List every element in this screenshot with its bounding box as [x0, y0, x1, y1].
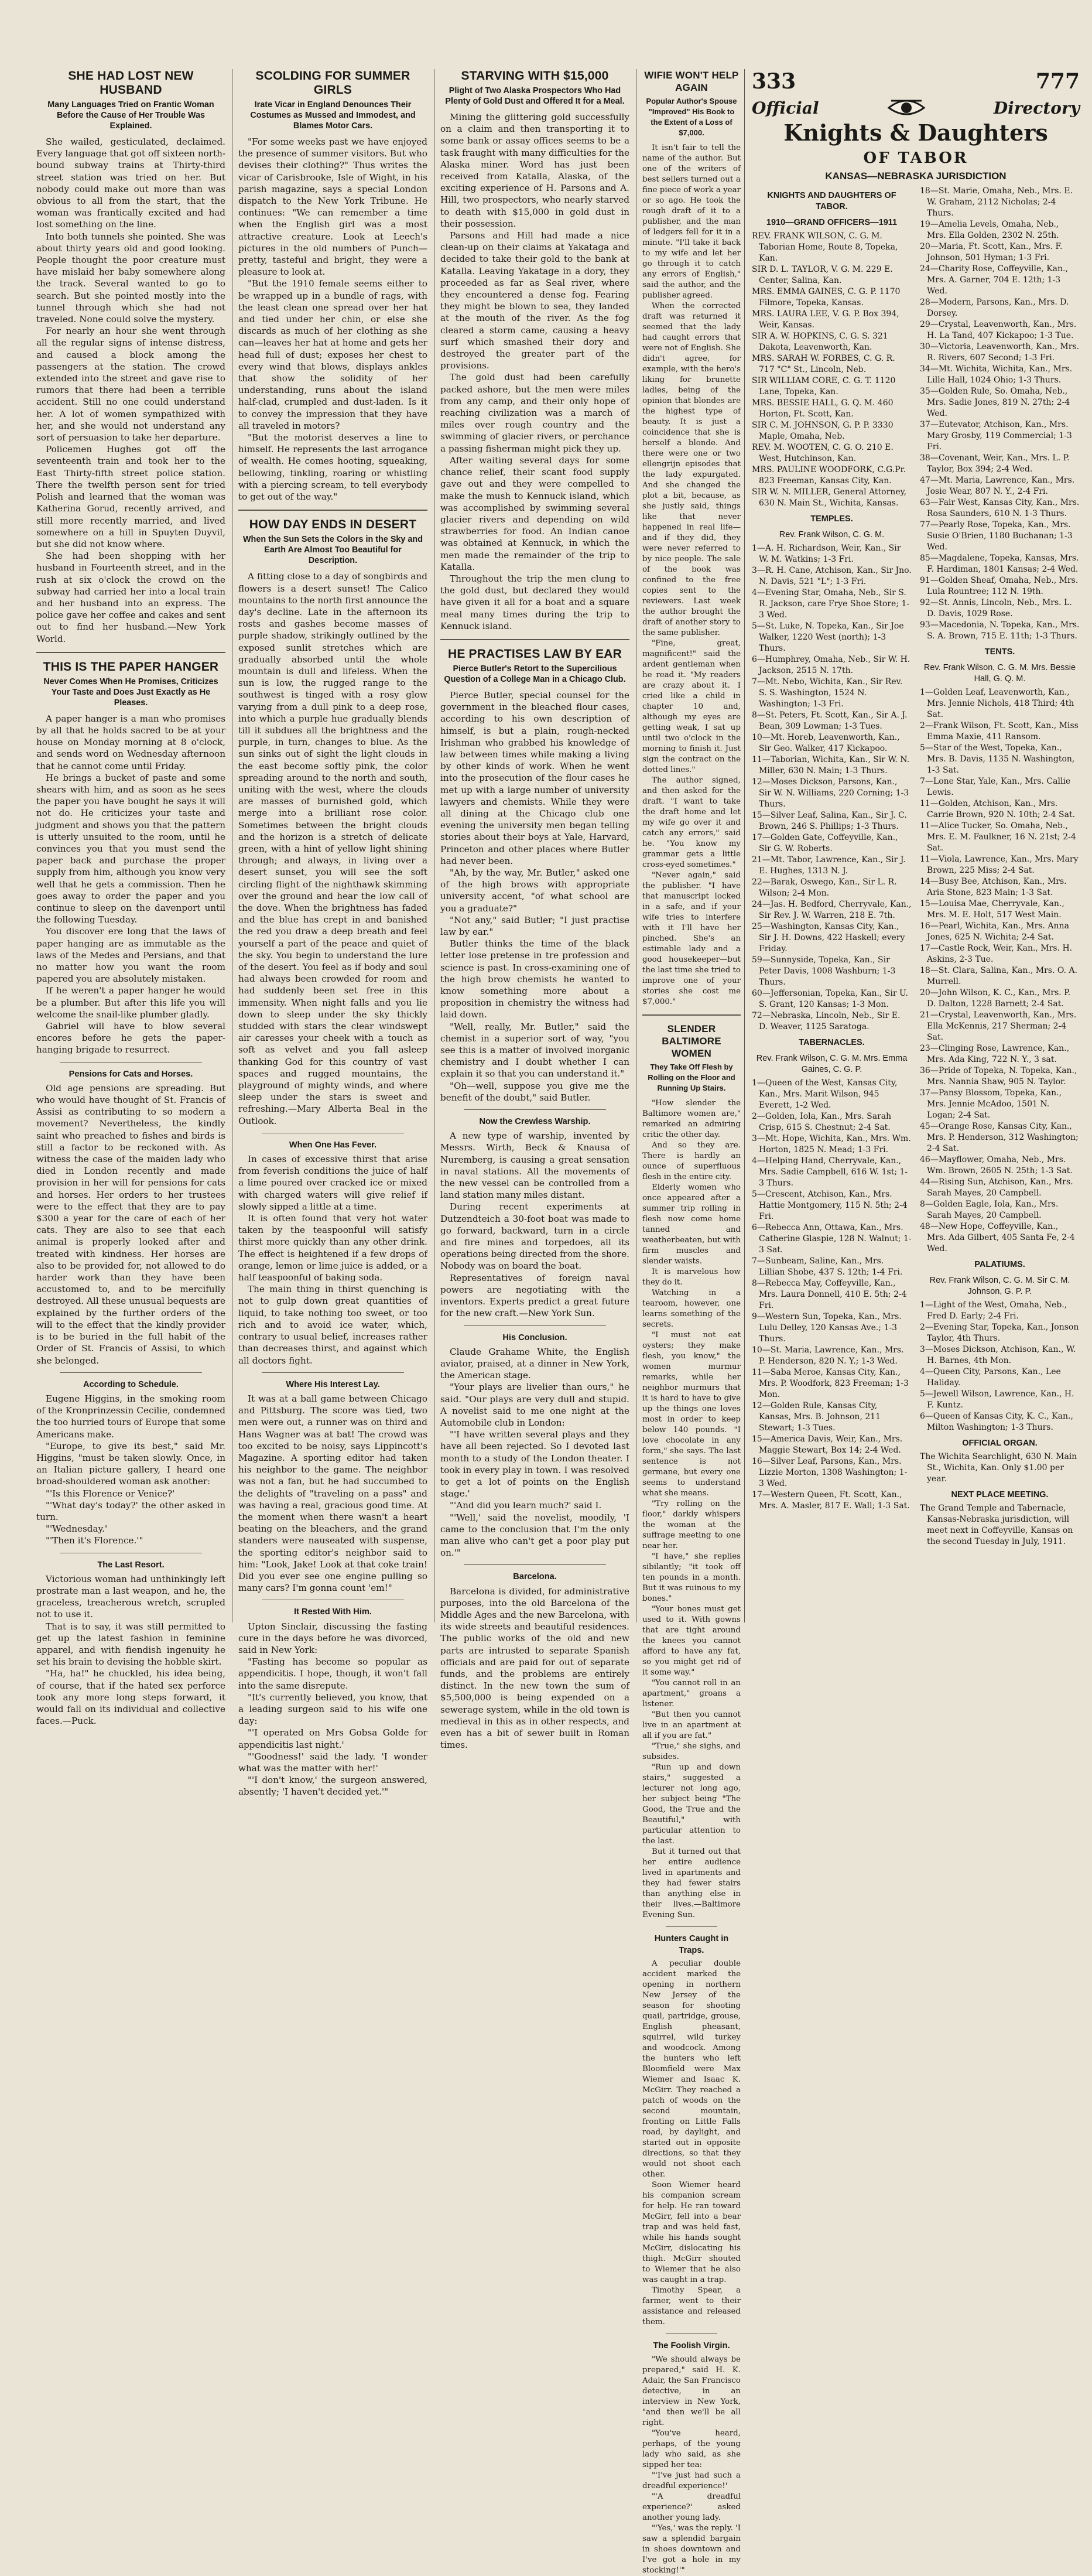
- paragraph: During recent experiments at Dutzendteich a 30-foot boat was made to go forward, backward, turn in a circle and fire mines and torpedoes, all its operations being directed from the shore. Nobody was on board the boat.: [440, 1201, 629, 1272]
- headline: HOW DAY ENDS IN DESERT: [249, 518, 417, 532]
- paragraph: "But the 1910 female seems either to be wrapped up in a bundle of rags, with the least clean one spread over her hat and tied under her chin, or else she discards as much of her clothing as she can—leaves her hat at home and gets her head full of dust; exposes her chest to every wind that blows, displays ankles that show the solidity of her understanding, runs about the island half-clad, crumpled and dust-laden. Is it to convey the impression that they have all traveled in motors?: [238, 278, 427, 431]
- paragraph: It is marvelous how they do it.: [642, 1267, 741, 1287]
- subheading: It Rested With Him.: [294, 1607, 372, 1617]
- paragraph: Claude Grahame White, the English aviator, praised, at a dinner in New York, the American stage.: [440, 1346, 629, 1381]
- directory-entry: 8—Rebecca May, Coffeyville, Kan., Mrs. Laura Donnell, 410 E. 5th; 2-4 Fri.: [752, 1279, 907, 1310]
- headline: HE PRACTISES LAW BY EAR: [447, 647, 622, 661]
- directory-entry: 36—Pride of Topeka, N. Topeka, Kan., Mrs. Nannia Shaw, 905 N. Taylor.: [920, 1066, 1077, 1087]
- paragraph: "You cannot roll in an apartment," groans a listener.: [642, 1679, 741, 1709]
- directory-right-column: [920, 186, 1080, 1547]
- directory-entry: 22—Barak, Oswego, Kan., Sir L. R. Wilson; 2-4 Mon.: [752, 877, 897, 898]
- paragraph: "How slender the Baltimore women are," remarked an admiring critic the other day.: [642, 1099, 741, 1139]
- directory-entry: 16—Silver Leaf, Parsons, Kan., Mrs. Lizzie Morton, 1308 Washington; 1-3 Wed.: [752, 1457, 908, 1488]
- paragraph: A fitting close to a day of songbirds and flowers is a desert sunset! The Calico mountains to the north first announce the day's decline. Late in the afternoon its rosts and gashes become masses of purple shadow, strikingly outlined by the exposed sunlit stretches which are gradually absorbed until the whole mountain is dull and lifeless. When the sun is low, the rugged range to the southwest is tinged with a rosy glow varying from a dull pink to a deep rose, into which a purple hue gradually blends till it subdues all the brightness and the purple, in turn, changes to blue. As the sun sinks out of sight the light clouds in the east become softly pink, the color spreading around to the north and south, uniting with the west, where the clouds are masses of burnished gold, which merge into a brilliant rose color. Sometimes between the bright clouds and the horizon is a stretch of delicate green, with a hint of yellow light shining through; and always, in living over a desert sunset, you will see the soft circling flight of the nighthawk skimming over the ground and hear the low call of the dove. When the brightness has faded and the blue has crept in and banished the red you draw a deep breath and feel yourself a part of the peace and quiet of the sky. You begin to understand the lure of the desert. You feel as if body and soul had always been crowded for room and had suddenly been set free in this immensity. When night falls and you lie down to sleep under the sky thickly studded with stars the clear windswept air caresses your cheek with a touch as soft as velvet and you fall asleep thanking God for this country of vast spaces and rugged mountains, the playground of mighty winds, and where sleep under the stars is sweet and refreshing.—Mary Alberta Beal in the Outlook.: [238, 571, 427, 1126]
- directory-entry: 5—St. Luke, N. Topeka, Kan., Sir Joe Walker, 1220 West (north); 1-3 Thurs.: [752, 621, 904, 653]
- directory-entry: SIR A. W. HOPKINS, C. G. S. 321 Dakota, Leavenworth, Kan.: [752, 332, 888, 352]
- directory-entry: 24—Charity Rose, Coffeyville, Kan., Mrs. A. Garner, 704 E. 12th; 1-3 Wed.: [920, 264, 1068, 296]
- directory-entry: 29—Crystal, Leavenworth, Kan., Mrs. H. La Tand, 407 Kickapoo; 1-3 Tue.: [920, 320, 1077, 340]
- paragraph: Upton Sinclair, discussing the fasting cure in the days before he was divorced, said in New York:: [238, 1621, 427, 1655]
- paragraph: "'I have written several plays and they have all been rejected. So I devoted last month to a study of the London theater. I took in every play in town. I was resolved to get a lot of points on the English stage.': [440, 1429, 629, 1499]
- section-head: TEMPLES.: [810, 514, 853, 524]
- directory-entry: 15—Silver Leaf, Salina, Kan., Sir J. C. Brown, 246 S. Phillips; 1-3 Thurs.: [752, 811, 907, 831]
- organ-text: The Wichita Searchlight, 630 N. Main St., Wichita, Kan. Only $1.00 per year.: [920, 1452, 1077, 1484]
- subheading: According to Schedule.: [83, 1379, 179, 1389]
- paragraph: Soon Wiemer heard his companion scream for help. He ran toward McGirr, fell into a bear trap and was held fast, while his hands sought McGirr, dislocating his thigh. McGirr shouted to Wiemer that he also was caught in a trap.: [642, 2181, 741, 2285]
- deck: Many Languages Tried on Frantic Woman Before the Cause of Her Trouble Was Explained.: [47, 100, 214, 131]
- deck: When the Sun Sets the Colors in the Sky and Earth Are Almost Too Beautiful for Description.: [242, 535, 423, 566]
- directory-entry: 34—Mt. Wichita, Wichita, Kan., Mrs. Lille Hall, 1024 Ohio; 1-3 Thurs.: [920, 364, 1073, 385]
- directory-entry: 4—Evening Star, Omaha, Neb., Sir S. R. Jackson, care Frye Shoe Store; 1-3 Wed.: [752, 588, 910, 620]
- subheading: Pensions for Cats and Horses.: [69, 1069, 193, 1079]
- article-body: [440, 111, 629, 632]
- directory-entry: 11—Viola, Lawrence, Kan., Mrs. Mary Brown, 225 Miss; 2-4 Sat.: [920, 855, 1079, 875]
- paragraph: She had been shopping with her husband in Fourteenth street, and in the rush at six o'clock the crowd on the subway had carried her into a local train and her husband into an express. The police gave her coffee and cakes and sent out to find her husband.—New York World.: [36, 551, 225, 644]
- directory-entry: 44—Rising Sun, Atchison, Kan., Mrs. Sarah Mayes, 20 Campbell.: [920, 1177, 1073, 1198]
- directory-entry: 24—Jas. H. Bedford, Cherryvale, Kan., Sir Rev. J. W. Warren, 218 E. 7th.: [752, 900, 912, 920]
- official-directory: [752, 69, 1080, 1622]
- divider: [464, 1564, 606, 1565]
- directory-entry: 19—Amelia Levels, Omaha, Neb., Mrs. Ella Golden, 2302 N. 25th.: [920, 220, 1059, 240]
- section-head: 1910—GRAND OFFICERS—1911: [766, 218, 898, 227]
- article-body: [440, 1346, 629, 1559]
- article-divider: [642, 1014, 741, 1016]
- article-body: [238, 1153, 427, 1366]
- paragraph: Eugene Higgins, in the smoking room of the Kronprinzessin Cecilie, condemned the too hurried tours of Europe that some Americans make.: [36, 1393, 225, 1440]
- palatiums-list: [920, 1300, 1080, 1433]
- directory-entry: 14—Busy Bee, Atchison, Kan., Mrs. Aria Stone, 823 Main; 1-3 Sat.: [920, 877, 1067, 897]
- directory-entry: 7—Lone Star, Yale, Kan., Mrs. Callie Lewis.: [920, 777, 1071, 797]
- directory-entry: 20—John Wilson, K. C., Kan., Mrs. P. D. Dalton, 1228 Barnett; 2-4 Sat.: [920, 988, 1071, 1009]
- paragraph: "Try rolling on the floor," darkly whispers the woman at the suffrage meeting to one near her.: [642, 1499, 741, 1550]
- directory-entry: 77—Pearly Rose, Topeka, Kan., Mrs. Susie O'Brien, 1180 Buchanan; 1-3 Wed.: [920, 520, 1073, 552]
- headline: THIS IS THE PAPER HANGER: [43, 660, 219, 674]
- directory-subtitle: OF TABOR: [863, 149, 968, 167]
- directory-entry: 7—Sunbeam, Saline, Kan., Mrs. Lillian Shobe, 437 S. 12th; 1-4 Fri.: [752, 1256, 903, 1277]
- directory-entry: 10—Mt. Horeb, Leavenworth, Kan., Sir Geo. Walker, 417 Kickapoo.: [752, 733, 900, 753]
- paragraph: Into both tunnels she pointed. She was about thirty years old and good looking. People thought the poor creature must have mislaid her baby somewhere along the track. Several wanted to go to search. But she pointed mostly into the tunnel through which she had not traveled. None could solve the mystery.: [36, 231, 225, 325]
- directory-entry: 59—Sunnyside, Topeka, Kan., Sir Peter Davis, 1008 Washburn; 1-3 Thurs.: [752, 955, 896, 987]
- column-2: [238, 69, 427, 1798]
- paragraph: Representatives of foreign naval powers are negotiating with the inventors. Experts predict a great future for the new craft.—New York Sun.: [440, 1272, 629, 1319]
- paragraph: A peculiar double accident marked the opening in northern New Jersey of the season for shooting quail, partridge, grouse, English pheasant, squirrel, wild turkey and woodcock. Among the hunters who left Bloomfield were Max Wiemer and Isaac K. McGirr. They reached a patch of woods on the second mountain, fronting on Little Falls road, by daylight, and started out in opposite directions, so that they would not shoot each other.: [642, 1959, 741, 2179]
- article-body: [440, 1586, 629, 1751]
- article-divider: [440, 639, 629, 640]
- paragraph: Pierce Butler, special counsel for the government in the bleached flour cases, according to his own description of himself, is but a plain, rough-necked Irishman who grabbed his knowledge of law between times while making a living by other kinds of work. When he went into the prosecution of the flour cases he met up with a large number of university lawyers and chemists. While they were all dining at the Chicago club one evening the university men began telling stories about their boys at Yale, Harvard, Princeton and other places where Butler had never been.: [440, 689, 629, 866]
- paragraph: "It's currently believed, you know, that a leading surgeon said to his wife one day:: [238, 1692, 427, 1727]
- paragraph: "Europe, to give its best," said Mr. Higgins, "must be taken slowly. Once, in an Italian picture gallery, I heard one broad-shouldered woman ask another:: [36, 1440, 225, 1487]
- deck: They Take Off Flesh by Rolling on the Floor and Running Up Stairs.: [648, 1062, 735, 1092]
- directory-entry: 8—Golden Eagle, Iola, Kan., Mrs. Sarah Mayes, 20 Campbell.: [920, 1200, 1059, 1220]
- directory-entry: MRS. PAULINE WOODFORK, C.G.Pr. 823 Freeman, Kansas City, Kan.: [752, 465, 906, 486]
- directory-entry: 2—Golden, Iola, Kan., Mrs. Sarah Crisp, 615 S. Chestnut; 2-4 Sat.: [752, 1112, 892, 1132]
- paragraph: "Fine, great, magnificent!" said the ardent gentleman when he read it. "My readers are crazy about it. I cried like a child in chapter 10 and, although my eyes are getting weak, I sat up until two o'clock in the morning to finish it. Just sign the contract on the dotted lines.": [642, 639, 741, 774]
- directory-title: Knights & Daughters: [783, 119, 1048, 146]
- paragraph: A paper hanger is a man who promises by all that he holds sacred to be at your house on Monday morning at 8 o'clock, and sends word on Wednesday afternoon that he cannot come until Friday.: [36, 713, 225, 771]
- paragraph: That is to say, it was still permitted to get up the latest fashion in feminine apparel, and with fiendish ingenuity he set his brain to devising the hobble skirt.: [36, 1621, 225, 1668]
- paragraph: "We should always be prepared," said H. K. Adair, the San Francisco detective, in an interview in New York, "and then we'll be all right.: [642, 2355, 741, 2427]
- paragraph: "But then you cannot live in an apartment at all if you are fat.": [642, 1710, 741, 1740]
- paragraph: When the corrected draft was returned it seemed that the lady had caught errors that were not of English. She didn't agree, for example, with the hero's liking for brunette ladies, being of the opinion that blondes are the highest type of beauty. It is just a coincidence that she is herself a blonde. And there were one or two ellengrijn episodes that the lady expurgated. And she changed the plot a bit, because, as she justly said, things like that never happened in real life—and if they did, they were never referred to by nice people. The sale of the book was confined to the free copies sent to the reviewers. Last week the author brought the draft of another story to the same publisher.: [642, 302, 741, 637]
- section-head: OFFICIAL ORGAN.: [962, 1439, 1038, 1448]
- paragraph: "True," she sighs, and subsides.: [642, 1742, 741, 1761]
- section-subhead: Rev. Frank Wilson, C. G. M.: [779, 530, 885, 539]
- subheading: Where His Interest Lay.: [286, 1379, 380, 1389]
- headline: SHE HAD LOST NEW HUSBAND: [68, 69, 194, 97]
- paragraph: In cases of excessive thirst that arise from feverish conditions the juice of half a lime poured over cracked ice or mixed with charged waters will give relief if slowly sipped a little at a time.: [238, 1154, 427, 1212]
- paragraph: "Your plays are livelier than ours," he said. "Our plays are very dull and stupid. A novelist said to me one night at the Automobile club in London:: [440, 1382, 629, 1428]
- divider: [464, 1325, 606, 1326]
- paragraph: Gabriel will have to blow several encores before he gets the paper-hanging brigade to resurrect.: [36, 1021, 225, 1055]
- directory-entry: 46—Mayflower, Omaha, Neb., Mrs. Wm. Brown, 2605 N. 25th; 1-3 Sat.: [920, 1155, 1073, 1176]
- directory-entry: 37—Eutevator, Atchison, Kan., Mrs. Mary Grosby, 119 Commercial; 1-3 Fri.: [920, 420, 1072, 452]
- article-body: [36, 1573, 225, 1727]
- subheading: When One Has Fever.: [289, 1140, 377, 1150]
- directory-entry: 7—Mt. Nebo, Wichita, Kan., Sir Rev. S. S. Washington, 1524 N. Washington; 1-3 Fri.: [752, 677, 903, 709]
- paragraph: "'Well,' said the novelist, moodily, 'I came to the conclusion that I'm the only man alive who can't get a poor play put on.'": [440, 1512, 629, 1559]
- directory-entry: 20—Maria, Ft. Scott, Kan., Mrs. F. Johnson, 501 Hyman; 1-3 Fri.: [920, 242, 1063, 262]
- paragraph: "But the motorist deserves a line to himself. He represents the last arrogance of wealth. He comes hooting, squeaking, bellowing, tinkling, roaring or whistling with a piercing scream, to tell everybody to get out of the way.": [238, 432, 427, 503]
- paragraph: "'Goodness!' said the lady. 'I wonder what was the matter with her!': [238, 1751, 427, 1774]
- paragraph: "I must not eat oysters; they make flesh, you know," the women murmur remarks, while her neighbor murmurs that it is hard to have to give up the things one loves most in order to keep below 140 pounds. "I love chocolate in any form," she says. The last sentence is not germane, but every one seems to understand what she means.: [642, 1331, 741, 1498]
- subheading: Now the Crewless Warship.: [479, 1117, 591, 1127]
- tents-list: [920, 687, 1080, 1255]
- directory-entry: MRS. LAURA LEE, V. G. P. Box 394, Weir, Kansas.: [752, 309, 899, 330]
- paragraph: "'A dreadful experience?' asked another young lady.: [642, 2492, 741, 2522]
- directory-entry: 25—Washington, Kansas City, Kan., Sir J. H. Downs, 422 Haskell; every Friday.: [752, 922, 905, 954]
- paragraph: "Oh—well, suppose you give me the benefit of the doubt," said Butler.: [440, 1080, 629, 1103]
- directory-entry: MRS. EMMA GAINES, C. G. P. 1170 Filmore, Topeka, Kansas.: [752, 287, 901, 308]
- article-body: [642, 1098, 741, 1921]
- directory-entry: 3—Moses Dickson, Atchison, Kan., W. H. Barnes, 4th Mon.: [920, 1345, 1076, 1365]
- masthead-numbers: [752, 69, 1080, 94]
- eye-emblem-icon: [888, 97, 925, 118]
- directory-entry: 6—Queen of Kansas City, K. C., Kan., Milton Washington; 1-3 Thurs.: [920, 1412, 1073, 1432]
- directory-entry: 60—Jeffersonian, Topeka, Kan., Sir U. S. Grant, 120 Kansas; 1-3 Mon.: [752, 989, 909, 1009]
- paragraph: "'I operated on Mrs Gobsa Golde for appendicitis last night.': [238, 1727, 427, 1750]
- directory-entry: 23—Clinging Rose, Lawrence, Kan., Mrs. Ada King, 722 N. Y., 3 sat.: [920, 1044, 1070, 1064]
- directory-entry: 11—Alice Tucker, So. Omaha, Neb., Mrs. E. M. Faulkner, 16 N. 21st; 2-4 Sat.: [920, 821, 1076, 853]
- directory-entry: 1—A. H. Richardson, Weir, Kan., Sir W. M. Watkins; 1-3 Fri.: [752, 544, 901, 564]
- paragraph: Elderly women who once appeared after a summer trip rolling in flesh now come home tanned and weatherbeaten, but with firm muscles and slender waists.: [642, 1183, 741, 1266]
- directory-entry: 17—Western Queen, Ft. Scott, Kan., Mrs. A. Masler, 817 E. Wall; 1-3 Sat.: [752, 1490, 910, 1511]
- paragraph: "Run up and down stairs," suggested a lecturer not long ago, her subject being "The Good, the True and the Beautiful," with particular attention to the last.: [642, 1763, 741, 1846]
- directory-entry: 92—St. Annis, Lincoln, Neb., Mrs. L. D. Davis, 1029 Rose.: [920, 598, 1072, 619]
- headline: STARVING WITH $15,000: [461, 69, 609, 83]
- directory-entry: 15—America Davis, Weir, Kan., Mrs. Maggie Stewart, Box 14; 2-4 Wed.: [752, 1434, 903, 1455]
- paragraph: "Ah, by the way, Mr. Butler," asked one of the high brows with appropriate university accent, "of what school are you a graduate?": [440, 867, 629, 914]
- directory-entry: 1—Golden Leaf, Leavenworth, Kan., Mrs. Jennie Nichols, 418 Third; 4th Sat.: [920, 688, 1074, 719]
- directory-entry: 12—Golden Rule, Kansas City, Kansas, Mrs. B. Johnson, 211 Stewart; 1-3 Tues.: [752, 1401, 881, 1433]
- tabernacles-continued-list: [920, 186, 1080, 642]
- deck: Plight of Two Alaska Prospectors Who Had Plenty of Gold Dust and Offered It for a Meal.: [445, 86, 625, 106]
- meeting-text: The Grand Temple and Tabernacle, Kansas-Nebraska jurisdiction, will meet next in Coffeyville, Kansas on the second Tuesday in July, 1911.: [920, 1504, 1073, 1546]
- paragraph: Watching in a tearoom, however, one learns something of the secrets.: [642, 1289, 741, 1329]
- directory-entry: 8—St. Peters, Ft. Scott, Kan., Sir A. J. Bean, 309 Lowman; 1-3 Tues.: [752, 710, 908, 731]
- directory-entry: 37—Pansy Blossom, Topeka, Kan., Mrs. Jennie McAdoo, 1501 N. Logan; 2-4 Sat.: [920, 1088, 1062, 1120]
- directory-entry: 85—Magdalene, Topeka, Kansas, Mrs. F. Hardiman, 1801 Kansas; 2-4 Wed.: [920, 554, 1079, 574]
- paragraph: Old age pensions are spreading. But who would have thought of St. Francis of Assisi as contributing to so modern a movement? Nevertheless, the kindly saint who preached to fishes and birds is still a factor to be reckoned with. As witness the case of the maiden lady who died in London recently and made provision in her will for pensions for cats and horses. Her orders to her trustees were to the effect that they are to pay $300 a year for the care of each of her cats. They are also to see that each animal is properly looked after and treated with kindness. Her horses are also to be provided for, not allowed to do harder work than they have been accustomed to, and to be mercifully destroyed. All these unusual bequests are explained by the further orders of the will to the effect that the kindly provider is to be buried in the full habit of the Order of St. Francis of Assisi, to which she belonged.: [36, 1082, 225, 1366]
- directory-entry: 93—Macedonia, N. Topeka, Kan., Mrs. S. A. Brown, 715 E. 11th; 1-3 Thurs.: [920, 620, 1080, 641]
- paragraph: It isn't fair to tell the name of the author. But one of the writers of best sellers turned out a fine piece of work a year or so ago. He took the rough draft of it to a publisher, and the man of ledgers fell for it in a minute. "I'll take it back to my wife and let her go through it to catch any errors of English," said the author, and the publisher agreed.: [642, 144, 741, 300]
- paragraph: "Not any," said Butler; "I just practise law by ear.": [440, 914, 629, 937]
- paragraph: Victorious woman had unthinkingly left prostrate man a last weapon, and he, the graceless, treacherous wretch, scrupled not to use it.: [36, 1573, 225, 1620]
- directory-entry: 45—Orange Rose, Kansas City, Kan., Mrs. P. Henderson, 312 Washington; 2-4 Sat.: [920, 1122, 1079, 1153]
- paragraph: You discover ere long that the laws of paper hanging are as immutable as the laws of the Medes and Persians, and that no matter how you want the room papered you are absolutely mistaken.: [36, 926, 225, 985]
- deck: Irate Vicar in England Denounces Their Costumes as Mussed and Immodest, and Blames Motor Cars.: [250, 100, 416, 131]
- paragraph: If he weren't a paper hanger he would be a plumber. But after this life you will welcome the snail-like plumber gladly.: [36, 985, 225, 1020]
- directory-entry: 18—St. Marie, Omaha, Neb., Mrs. E. W. Graham, 2112 Nicholas; 2-4 Thurs.: [920, 186, 1073, 218]
- directory-entry: 9—Western Sun, Topeka, Kan., Mrs. Lulu Delley, 120 Kansas Ave.; 1-3 Thurs.: [752, 1312, 902, 1344]
- subheading: The Foolish Virgin.: [653, 2341, 730, 2351]
- paragraph: And so they are. There is hardly an ounce of superfluous flesh in the entire city.: [642, 1141, 741, 1181]
- directory-entry: SIR C. M. JOHNSON, G. P. P. 3330 Maple, Omaha, Neb.: [752, 421, 894, 441]
- directory-entry: 1—Queen of the West, Kansas City, Kan., Mrs. Marit Wilson, 945 Everett, 1-2 Wed.: [752, 1078, 898, 1110]
- directory-entry: 3—Mt. Hope, Wichita, Kan., Mrs. Wm. Horton, 1825 N. Mead; 1-3 Fri.: [752, 1134, 911, 1154]
- paragraph: "'Then it's Florence.'": [46, 1535, 143, 1546]
- paragraph: It is often found that very hot water taken by the teaspoonful will satisfy thirst more quickly than any other drink. The effect is heightened if a few drops of orange, lemon or lime juice is added, or a half teaspoonful of baking soda.: [238, 1213, 427, 1283]
- article-body: [36, 1393, 225, 1547]
- directory-entry: 2—Evening Star, Topeka, Kan., Jonson Taylor, 4th Thurs.: [920, 1323, 1079, 1343]
- temples-list: [752, 543, 912, 1033]
- directory-entry: REV. M. WOOTEN, C. G. O. 210 E. West, Hutchinson, Kan.: [752, 443, 894, 463]
- section-head: PALATIUMS.: [974, 1260, 1025, 1269]
- deck: Pierce Butler's Retort to the Supercilious Question of a College Man in a Chicago Club.: [444, 664, 626, 684]
- directory-entry: 10—St. Maria, Lawrence, Kan., Mrs. P. Henderson, 820 N. Y.; 1-3 Wed.: [752, 1345, 904, 1366]
- directory-entry: 1—Light of the West, Omaha, Neb., Fred D. Early; 2-4 Fri.: [920, 1300, 1067, 1321]
- directory-entry: 17—Golden Gate, Coffeyville, Kan., Sir G. W. Roberts.: [752, 833, 898, 853]
- paragraph: For nearly an hour she went through all the regular signs of intense distress, and caused a block among the passengers at the station. The crowd extended into the street and gave rise to rumors that there had been a terrible accident. Still no one could understand her. A lot of women sympathized with her, and she would not understand any sort of persuasion to take her departure.: [36, 326, 225, 443]
- article-body: [238, 570, 427, 1127]
- deck: Never Comes When He Promises, Criticizes Your Taste and Does Just Exactly as He Pleases.: [43, 677, 218, 708]
- paragraph: "Never again," said the publisher. "I have that manuscript locked in a safe, and if your wife tries to interfere with it I'll have her pinched. She's an estimable lady and a good housekeeper—but the last time she tried to improve one of your stories she cost me $7,000.": [642, 871, 741, 1006]
- headline: SCOLDING FOR SUMMER GIRLS: [255, 69, 410, 97]
- article-body: [36, 713, 225, 1056]
- paragraph: "Your bones must get used to it. With gowns that are tight around the knees you cannot afford to have any fat, so you might get rid of it some way.": [642, 1605, 741, 1677]
- paragraph: "'What day's today?' the other asked in turn.: [36, 1499, 225, 1522]
- article-body: [642, 1959, 741, 2328]
- paragraph: Throughout the trip the men clung to the gold dust, but declared they would have given it all for a boat and a square meal many times during the trip to Kennuck island.: [440, 573, 629, 631]
- directory-entry: REV. FRANK WILSON, C. G. M. Taborian Home, Route 8, Topeka, Kan.: [752, 231, 898, 263]
- directory-entry: 48—New Hope, Coffeyville, Kan., Mrs. Ada Gilbert, 405 Santa Fe, 2-4 Wed.: [920, 1222, 1075, 1253]
- masthead-word-left: Official: [752, 98, 819, 118]
- directory-left-column: [752, 186, 912, 1547]
- paragraph: A new type of warship, invented by Messrs. Wirth, Beck & Knausa of Nuremberg, is causing a great sensation in naval stations. All the movements of the new vessel can be controlled from a land station many miles distant.: [440, 1130, 629, 1201]
- paragraph: "I have," she replies sibilantly; "it took off ten pounds in a month. But it was ruinous to my bones.": [642, 1552, 741, 1603]
- directory-entry: 21—Crystal, Leavenworth, Kan., Mrs. Ella McKennis, 217 Sherman; 2-4 Sat.: [920, 1010, 1077, 1042]
- paragraph: Parsons and Hill had made a nice clean-up on their claims at Yakataga and decided to take their gold to the bank at Katalla. Leaving Yakatage in a dory, they proceeded as far as Seal river, where they encountered a dense fog. Fearing they might be blown to sea, they landed at the mouth of the river. As the fog cleared a storm came, causing a heavy surf which smashed their dory and destroyed the greater part of the provisions.: [440, 230, 629, 371]
- section-head: TENTS.: [984, 647, 1015, 657]
- directory-entry: 15—Louisa Mae, Cherryvale, Kan., Mrs. M. E. Holt, 517 West Main.: [920, 899, 1064, 920]
- paragraph: Policemen Hughes got off the seventeenth train and took her to the East Thirty-fifth street police station. There the twelfth person sent for tried Polish and learned that the woman was Katherina Gorud, recently arrived, and still more recently married, and lived somewhere on a hill in Spuyten Duyvil, but she did not know where.: [36, 444, 225, 549]
- paragraph: She wailed, gesticulated, declaimed. Every language that got off sixteen north-bound subway trains at Thirty-third street station was tried on her. But nobody could make out more than was obvious to all from the start, that the woman was frantically excited and had lost something on the line.: [36, 136, 225, 230]
- paragraph: "'And did you learn much?' said I.: [450, 1500, 602, 1511]
- paragraph: Butler thinks the time of the black letter lose pretense in tre profession and science is past. In cross-examining one of the high brow chemists he wanted to know something more about a proposition in chemistry the witness had laid down.: [440, 938, 629, 1020]
- paragraph: It was at a ball game between Chicago and Pittsburg. The score was tied, two men were out, a runner was on third and Hans Wagner was at bat! The crowd was too excited to be noisy, says Lippincott's Magazine. A sporting editor had taken his neighbor to the game. The neighbor was not a fan, but he had succumbed to the delights of "traveling on a pass" and was having a real, gracious good time. At the moment when there wasn't a heart beating on the bleachers, and the grand standers were nauseated with suspense, the sporting editor's neighbor said to him: "Look, Jake! Look at that coke train! Did you ever see one engine pulling so many cars? I'm gonna count 'em!": [238, 1393, 427, 1594]
- section-head: TABERNACLES.: [799, 1038, 865, 1047]
- paragraph: After waiting several days for some chance relief, their scant food supply gave out and they were compelled to make the mush to Kennuck island, which was accomplished by swimming several glacier rivers and depending on wild strawberries for food. An Indian canoe was obtained at Kennuck, in which the men made the remainder of the trip to Katalla.: [440, 455, 629, 572]
- divider: [262, 1372, 404, 1373]
- directory-entry: 47—Mt. Maria, Lawrence, Kan., Mrs. Josie Wear, 807 N. Y., 2-4 Fri.: [920, 476, 1075, 496]
- directory-entry: 5—Crescent, Atchison, Kan., Mrs. Hattie Montgomery, 115 N. 5th; 2-4 Fri.: [752, 1190, 908, 1221]
- directory-entry: 11—Saba Meroe, Kansas City, Kan., Mrs. P. Woodfork, 823 Freeman; 1-3 Mon.: [752, 1368, 909, 1399]
- masthead-word-right: Directory: [993, 98, 1080, 118]
- directory-entry: 6—Humphrey, Omaha, Neb., Sir W. H. Jackson, 2515 N. 17th.: [752, 655, 910, 675]
- paragraph: "You've heard, perhaps, of the young lady who said, as she sipped her tea:: [642, 2428, 741, 2469]
- jurisdiction: KANSAS—NEBRASKA JURISDICTION: [825, 170, 1007, 182]
- deck: Popular Author's Spouse "Improved" His Book to the Extent of a Loss of $7,000.: [646, 97, 737, 137]
- paragraph: The main thing in thirst quenching is not to gulp down great quantities of liquid, to take nothing too sweet, or too rich and to avoid ice water, which, contrary to usual belief, increases rather than decreases thirst, and against which all doctors fight.: [238, 1284, 427, 1366]
- directory-entry: SIR WILLIAM CORE, C. G. T. 1120 Lane, Topeka, Kan.: [752, 376, 896, 397]
- article-body: [642, 2355, 741, 2576]
- subheading: Barcelona.: [513, 1572, 557, 1582]
- officers-list: [752, 231, 912, 509]
- paragraph: Timothy Spear, a farmer, went to their assistance and released them.: [642, 2286, 741, 2327]
- article-body: [440, 1130, 629, 1319]
- directory-entry: 5—Star of the West, Topeka, Kan., Mrs. B. Davis, 1135 N. Washington, 1-3 Sat.: [920, 743, 1075, 775]
- article-divider: [36, 652, 225, 653]
- article-divider: [238, 510, 427, 511]
- paragraph: "'I've just had such a dreadful experience!': [642, 2471, 741, 2490]
- column-rule: [744, 69, 745, 1622]
- article-body: [238, 136, 427, 503]
- number-left: 333: [752, 69, 796, 94]
- divider: [666, 1926, 717, 1927]
- directory-entry: 4—Queen City, Parsons, Kan., Lee Haliday.: [920, 1367, 1061, 1388]
- article-body: [36, 1082, 225, 1366]
- directory-entry: MRS. SARAH W. FORBES, C. G. R. 717 "C" St., Lincoln, Neb.: [752, 354, 895, 374]
- directory-entry: 3—R. H. Cane, Atchison, Kan., Sir Jno. N. Davis, 521 "L"; 1-3 Fri.: [752, 566, 912, 586]
- directory-entry: 16—Pearl, Wichita, Kan., Mrs. Anna Jones, 625 N. Wichita; 2-4 Sat.: [920, 921, 1069, 942]
- directory-entry: 18—St. Clara, Salina, Kan., Mrs. O. A. Murrell.: [920, 966, 1077, 986]
- paragraph: "Fasting has become so popular as appendicitis. I hope, though, it won't fall into the same disrepute.: [238, 1656, 427, 1691]
- subheading: The Last Resort.: [97, 1560, 165, 1570]
- divider: [60, 1372, 202, 1373]
- paragraph: "For some weeks past we have enjoyed the presence of summer visitors. But who devises their clothing?" Thus writes the vicar of Carisbrooke, Isle of Wight, in his parish magazine, says a special London dispatch to the New York Tribune. He continues: "We can remember a time when the English girl was a most attractive creature. Look at Leech's pictures in the old numbers of Punch—pretty, tasteful and bright, they were a pleasure to look at.: [238, 136, 427, 278]
- directory-entry: 12—Moses Dickson, Parsons, Kan., Sir W. N. Williams, 220 Corning; 1-3 Thurs.: [752, 777, 909, 809]
- directory-entry: MRS. BESSIE HALL, G. Q. M. 460 Horton, Ft. Scott, Kan.: [752, 398, 894, 419]
- directory-entry: 2—Frank Wilson, Ft. Scott, Kan., Miss Emma Maxie, 411 Ransom.: [920, 721, 1079, 742]
- column-4-body: [642, 69, 741, 2575]
- directory-entry: 4—Helping Hand, Cherryvale, Kan., Mrs. Sadie Campbell, 616 W. 1st; 1-3 Thurs.: [752, 1156, 908, 1188]
- paragraph: He brings a bucket of paste and some shears with him, and as soon as he sees the paper you have bought he says it will not do. He criticizes your taste and judgment and shows you that the pattern is utterly unsuited to the room, until he convinces you that you must send the paper back and purchase the proper supply from him, although you know very well that he gets a commission. Then he goes away to order the paper and you continue to sleep on the davenport until the following Tuesday.: [36, 772, 225, 925]
- subheading: Hunters Caught in Traps.: [654, 1934, 729, 1956]
- tabernacles-list: [752, 1078, 912, 1512]
- article-body: [36, 136, 225, 645]
- paragraph: Mining the glittering gold successfully on a claim and then transporting it to some bank or assay offices seems to be a task fraught with many difficulties for the Alaska miner. Word has just been received from Katalla, Alaska, of the exciting experience of H. Parsons and A. Hill, two prospectors, who nearly starved to death with $15,000 in gold dust in their possession.: [440, 112, 629, 229]
- number-right: 777: [1035, 69, 1080, 94]
- divider: [464, 1109, 606, 1110]
- directory-entry: 63—Fair West, Kansas City, Kan., Mrs. Rosa Saunders, 610 N. 1-3 Thurs.: [920, 498, 1080, 518]
- directory-entry: 6—Rebecca Ann, Ottawa, Kan., Mrs. Catherine Glaspie, 128 N. Walnut; 1-3 Sat.: [752, 1223, 912, 1255]
- article-body: [238, 1621, 427, 1798]
- directory-entry: 5—Jewell Wilson, Lawrence, Kan., H. F. Kuntz.: [920, 1389, 1074, 1410]
- section-subhead: Rev. Frank Wilson, C. G. M. Mrs. Emma Gaines, C. G. P.: [756, 1054, 908, 1074]
- column-3: [440, 69, 629, 1751]
- section-head: NEXT PLACE MEETING.: [951, 1490, 1049, 1499]
- article-body: [238, 1393, 427, 1594]
- subheading: His Conclusion.: [502, 1333, 567, 1342]
- paragraph: "'Yes,' was the reply. 'I saw a splendid bargain in shoes downtown and I've got a hole in my stocking!'": [642, 2523, 741, 2575]
- directory-entry: 30—Victoria, Leavenworth, Kan., Mrs. R. Rivers, 607 Second; 1-3 Fri.: [920, 342, 1080, 363]
- masthead-row: [752, 97, 1080, 118]
- directory-entry: 38—Covenant, Weir, Kan., Mrs. L. P. Taylor, Box 394; 2-4 Wed.: [920, 453, 1070, 474]
- directory-entry: 72—Nebraska, Lincoln, Neb., Sir E. D. Weaver, 1125 Saratoga.: [752, 1011, 901, 1031]
- directory-entry: 11—Taborian, Wichita, Kan., Sir W. N. Miller, 630 N. Main; 1-3 Thurs.: [752, 755, 910, 775]
- article-body: [642, 143, 741, 1007]
- paragraph: The author signed, and then asked for the draft. "I want to take the draft home and let my wife go over it and catch any errors," said he. "You know my grammar gets a little cross-eyed sometimes.": [642, 776, 741, 869]
- paragraph: But it turned out that her entire audience lived in apartments and they had fewer stairs than anything else in their lives.—Baltimore Evening Sun.: [642, 1847, 741, 1919]
- directory-entry: 11—Golden, Atchison, Kan., Mrs. Carrie Brown, 920 N. 10th; 2-4 Sat.: [920, 799, 1076, 819]
- paragraph: Barcelona is divided, for administrative purposes, into the old Barcelona of the Middle Ages and the new Barcelona, with its wide streets and beautiful residences. The public works of the old and new parts are intrusted to separate Spanish officials and are paid for out of separate funds, and the problems are entirely distinct. In the new town the sum of $5,500,000 is being expended on a sewerage system, while in the old town is medieval in this as in other respects, and even has a bit of sewer built in Roman times.: [440, 1586, 629, 1751]
- article-body: [440, 689, 629, 1103]
- directory-entry: 17—Castle Rock, Weir, Kan., Mrs. H. Askins, 2-3 Tue.: [920, 944, 1073, 964]
- directory-columns: [752, 186, 1080, 1547]
- paragraph: "Ha, ha!" he chuckled, his idea being, of course, that if the hated sex perforce took any more long steps forward, it would fall on its individual and collective faces.—Puck.: [36, 1668, 225, 1727]
- directory-entry: 28—Modern, Parsons, Kan., Mrs. D. Dorsey.: [920, 298, 1069, 318]
- section-head: KNIGHTS AND DAUGHTERS OF TABOR.: [767, 191, 896, 211]
- directory-entry: 91—Golden Sheaf, Omaha, Neb., Mrs. Lula Rountree; 112 N. 19th.: [920, 576, 1079, 596]
- section-subhead: Rev. Frank Wilson, C. G. M. Sir C. M. Johnson, G. P. P.: [929, 1276, 1070, 1296]
- directory-entry: SIR W. N. MILLER, General Attorney, 630 N. Main St., Wichita, Kansas.: [752, 487, 907, 508]
- directory-entry: 21—Mt. Tabor, Lawrence, Kan., Sir J. E. Hughes, 1313 N. J.: [752, 855, 906, 876]
- paragraph: "Well, really, Mr. Butler," said the chemist in a superior sort of way, "you see this is a matter of involved inorganic chemistry and I doubt whether I can explain it so that you can understand it.": [440, 1021, 629, 1079]
- directory-entry: 35—Golden Rule, So. Omaha, Neb., Mrs. Sadie Jones, 819 N. 27th; 2-4 Wed.: [920, 387, 1070, 418]
- paragraph: The gold dust had been carefully packed ashore, but the men were miles from any camp, and their only hope of reaching civilization was a march of miles over rough country and the swimming of glacier rivers, or perchance a passing fisherman might pick they up.: [440, 372, 629, 454]
- paragraph: "'Wednesday.': [46, 1523, 108, 1535]
- headline: WIFIE WON'T HELP AGAIN: [644, 70, 739, 93]
- directory-entry: SIR D. L. TAYLOR, V. G. M. 229 E. Center, Salina, Kan.: [752, 265, 893, 285]
- headline: SLENDER BALTIMORE WOMEN: [662, 1023, 721, 1059]
- paragraph: "'I don't know,' the surgeon answered, absently; 'I haven't decided yet.'": [238, 1775, 427, 1798]
- column-1: [36, 69, 225, 1727]
- paragraph: "'Is this Florence or Venice?': [46, 1488, 175, 1499]
- section-subhead: Rev. Frank Wilson, C. G. M. Mrs. Bessie Hall, G. Q. M.: [923, 663, 1076, 684]
